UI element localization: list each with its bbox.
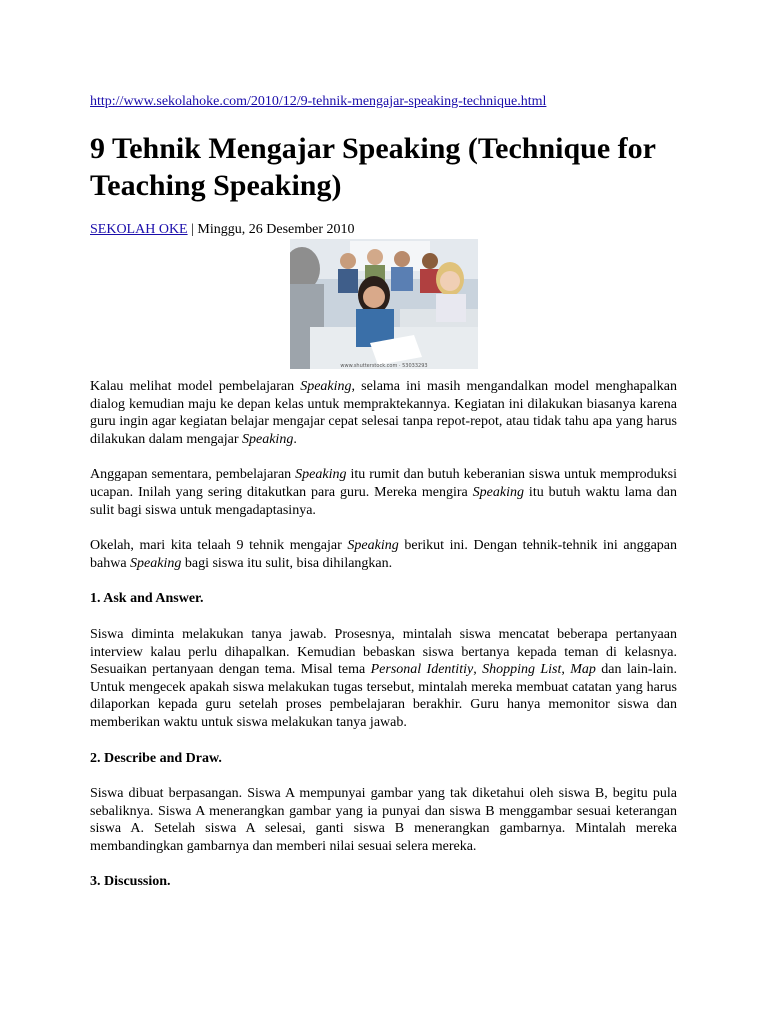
section-heading-discussion: 3. Discussion. [90,874,171,890]
intro-paragraph-3 [90,537,677,572]
text: berikut ini. Dengan tehnik-tehnik ini anggapan bahwa [90,538,677,571]
emphasis: Speaking [130,555,182,571]
section-paragraph-describe-and-draw: Siswa dibuat berpasangan. Siswa A mempunyai gambar yang tak diketahui oleh siswa B, begitu pula sebaliknya. Siswa A menerangkan gambar yang ia punyai dan siswa B menggambar sesuai keterangan siswa A. Setelah siswa A selesai, ganti siswa B menerangkan gambarnya. Mintalah mereka membandingkan gambarnya dan memberi nilai sesuai selera mereka. [90,786,677,854]
text: , [473,662,483,678]
source-url-link[interactable]: http://www.sekolahoke.com/2010/12/9-tehnik-mengajar-speaking-technique.html [90,94,547,109]
section-heading-ask-and-answer: 1. Ask and Answer. [90,591,204,607]
byline-separator: | [187,222,198,237]
text: Anggapan sementara, pembelajaran [90,467,296,483]
intro-paragraph-1 [90,378,677,448]
emphasis: Personal Identitiy [370,662,474,678]
emphasis: Speaking [472,484,524,500]
text: Kalau melihat model pembelajaran [90,379,301,394]
author-link[interactable]: SEKOLAH OKE [90,222,188,237]
text: Okelah, mari kita telaah 9 tehnik mengajar [90,538,348,554]
emphasis: Speaking [300,379,352,394]
text: bagi siswa itu sulit, bisa dihilangkan. [181,555,393,571]
emphasis: Shopping List [482,662,562,678]
text: dan lain-lain. Untuk mengecek apakah siswa melakukan tugas tersebut, mintalah mereka membuat catatan yang harus dilaporkan kepada guru setelah proses pembelajaran berakhir. Guru hanya memonitor siswa dan memberikan waktu untuk siswa melakukan tanya jawab. [90,662,678,730]
text: , [561,662,571,678]
emphasis: Speaking [242,431,294,447]
text: itu rumit dan butuh keberanian siswa untuk memproduksi ucapan. Inilah yang sering ditakutkan para guru. Mereka mengira [90,467,677,500]
article [90,93,677,891]
post-date: Minggu, 26 Desember 2010 [197,222,355,237]
text: . [293,431,297,447]
section-heading-describe-and-draw: 2. Describe and Draw. [90,750,222,766]
emphasis: Map [570,662,596,678]
page-title: 9 Tehnik Mengajar Speaking (Technique for Teaching Speaking) [90,132,656,202]
text: , selama ini masih mengandalkan model menghapalkan dialog kemudian maju ke depan kelas untuk mempraktekannya. Kegiatan ini dilakukan biasanya karena guru ingin agar kegiatan belajar mengajar cepat selesai tanpa repot-repot, atau tidak tahu apa yang harus dilakukan dalam mengajar [90,379,677,447]
classroom-photo-icon [290,239,478,369]
classroom-photo [290,239,478,369]
intro-paragraph-2 [90,466,677,519]
emphasis: Speaking [295,467,347,483]
section-paragraph-ask-and-answer [90,626,677,732]
emphasis: Speaking [347,538,399,554]
byline [90,221,677,239]
text: itu butuh waktu lama dan sulit bagi siswa untuk mengadaptasinya. [90,484,677,518]
photo-watermark: www.shutterstock.com · 53033293 [340,363,428,369]
text: Siswa diminta melakukan tanya jawab. Prosesnya, mintalah siswa mencatat beberapa pertanyaan interview kalau perlu dihapalkan. Kemudian bebaskan siswa bertanya kepada teman di kelasnya. Sesuaikan pertanyaan dengan tema. Misal tema [90,626,677,678]
